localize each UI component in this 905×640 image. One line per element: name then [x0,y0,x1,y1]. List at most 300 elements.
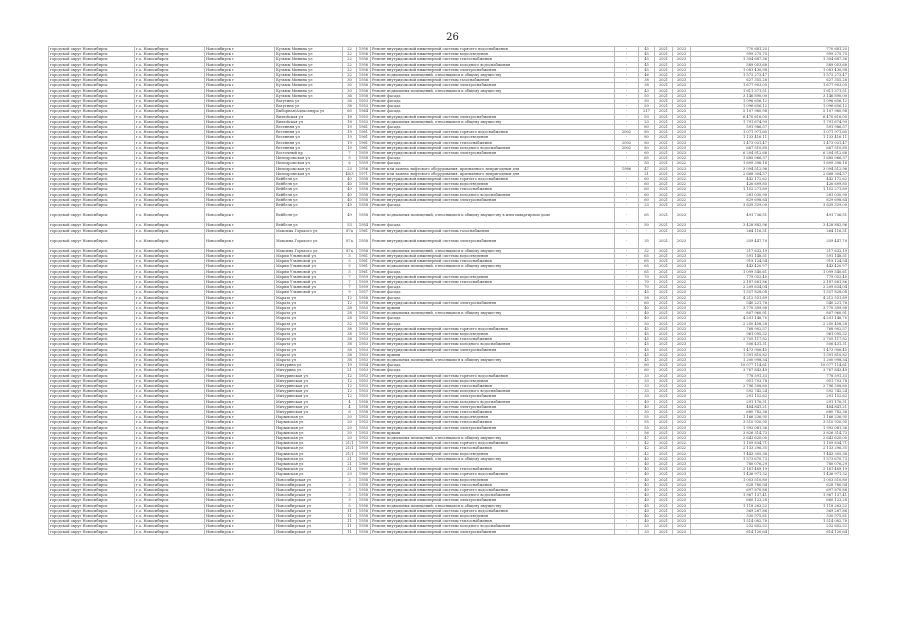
cell-house-number: 21 [343,462,357,467]
cell-cost: 1 677 903,05 [691,83,769,88]
cell-work-type: Ремонт внутридомовой инженерной системы холодного водоснабжения [371,62,615,67]
cell-district: г.о. Новосибирск [135,182,205,187]
cell-wear-percent: 40 [639,508,655,513]
cell-house-number: 22 [343,47,357,52]
cell-house-number: 3 [343,493,357,498]
cell-total-cost: 1 685 966,37 [769,156,849,161]
cell-district: г.о. Новосибирск [135,436,205,441]
cell-district: г.о. Новосибирск [135,467,205,472]
cell-house-number: 40 [343,192,357,197]
cell-municipality: городской округ Новосибирск [49,274,135,279]
cell-house-number: 12 [343,389,357,394]
cell-plan-start-year: 2021 [655,436,673,441]
cell-district: г.о. Новосибирск [135,420,205,425]
cell-cost: 4 212 551,89 [691,295,769,300]
cell-locality: Новосибирск г [205,373,275,378]
cell-work-type: Ремонт подвальных помещений, относящихся к общему имуществу [371,73,615,78]
cell-prev-repair-year: - [615,223,639,228]
cell-house-number: 22 [343,73,357,78]
cell-plan-end-year: 2023 [673,73,691,78]
cell-municipality: городской округ Новосибирск [49,73,135,78]
cell-cost: 1 573 273,47 [691,73,769,78]
cell-plan-start-year: 2021 [655,269,673,274]
cell-prev-repair-year: - [615,161,639,166]
cell-cost: 1 081 430,98 [691,67,769,72]
cell-work-type: Ремонт внутридомовой инженерной системы электроснабжения [371,197,615,202]
cell-total-cost: 3 826 314,73 [769,430,849,435]
cell-district: г.о. Новосибирск [135,83,205,88]
cell-municipality: городской округ Новосибирск [49,456,135,461]
cell-plan-start-year: 2021 [655,352,673,357]
cell-street: Марии Ульяновой ул [275,269,343,274]
cell-locality: Новосибирск г [205,451,275,456]
cell-total-cost: 6 470 616,00 [769,114,849,119]
cell-build-year: 1958 [357,177,371,182]
cell-district: г.о. Новосибирск [135,378,205,383]
cell-prev-repair-year: - [615,326,639,331]
cell-street: Весенняя ул [275,145,343,150]
cell-district: г.о. Новосибирск [135,508,205,513]
cell-municipality: городской округ Новосибирск [49,363,135,368]
cell-district: г.о. Новосибирск [135,352,205,357]
cell-total-cost: 1 133 416,11 [769,135,849,140]
cell-total-cost: 10 077 114,61 [769,363,849,368]
cell-street: Новосибирская ул [275,519,343,524]
cell-cost: 1 109 834,71 [691,441,769,446]
cell-total-cost: 1 992 081,36 [769,425,849,430]
cell-house-number: 28 [343,305,357,310]
cell-cost: 291 152,62 [691,394,769,399]
cell-build-year: 1961 [357,264,371,269]
cell-work-type: Ремонт внутридомовой инженерной системы горячего водоснабжения [371,508,615,513]
cell-wear-percent: 60 [639,182,655,187]
cell-locality: Новосибирск г [205,441,275,446]
cell-total-cost: 1 699 396,18 [769,161,849,166]
cell-municipality: городской округ Новосибирск [49,78,135,83]
cell-work-type: Ремонт внутридомовой инженерной системы теплоснабжения [371,259,615,264]
cell-municipality: городской округ Новосибирск [49,503,135,508]
cell-street: Нарымская ул [275,451,343,456]
cell-cost: 506 431,31 [691,342,769,347]
cell-plan-end-year: 2023 [673,228,691,233]
cell-locality: Новосибирск г [205,498,275,503]
cell-municipality: городской округ Новосибирск [49,187,135,192]
cell-work-type: Ремонт внутридомовой инженерной системы водоотведения [371,514,615,519]
cell-wear-percent: 65 [639,259,655,264]
cell-municipality: городской округ Новосибирск [49,446,135,451]
cell-locality: Новосибирск г [205,161,275,166]
cell-district: г.о. Новосибирск [135,357,205,362]
cell-total-cost: 961 095,32 [769,331,849,336]
cell-plan-end-year: 2023 [673,508,691,513]
cell-plan-end-year: 2023 [673,248,691,253]
cell-build-year: 1958 [357,203,371,208]
cell-build-year: 1953 [357,352,371,357]
cell-locality: Новосибирск г [205,109,275,114]
cell-plan-start-year: 2021 [655,264,673,269]
cell-municipality: городской округ Новосибирск [49,300,135,305]
cell-street: Максима Горького ул [275,248,343,253]
cell-cost: 330 975,61 [691,514,769,519]
cell-plan-end-year: 2023 [673,363,691,368]
cell-cost: 807 960,91 [691,311,769,316]
cell-locality: Новосибирск г [205,524,275,529]
cell-prev-repair-year: - [615,187,639,192]
cell-prev-repair-year: - [615,104,639,109]
cell-house-number: 12 [343,300,357,305]
cell-work-type: Ремонт внутридомовой инженерной системы водоотведения [371,451,615,456]
cell-municipality: городской округ Новосибирск [49,156,135,161]
cell-district: г.о. Новосибирск [135,373,205,378]
cell-build-year: 1958 [357,482,371,487]
cell-build-year: 1959 [357,151,371,156]
cell-work-type: Ремонт фасада [371,104,615,109]
cell-street: Новосибирская ул [275,524,343,529]
cell-prev-repair-year: - [615,368,639,373]
cell-district: г.о. Новосибирск [135,368,205,373]
cell-cost: 591 986,57 [691,125,769,130]
cell-cost: 540 221,76 [691,300,769,305]
cell-street: Марата ул [275,316,343,321]
cell-locality: Новосибирск г [205,171,275,176]
cell-total-cost: 697 870,88 [769,488,849,493]
cell-work-type: Ремонт внутридомовой инженерной системы электроснабжения [371,114,615,119]
cell-plan-end-year: 2023 [673,47,691,52]
cell-municipality: городской округ Новосибирск [49,269,135,274]
cell-build-year: 1956 [357,62,371,67]
cell-work-type: Ремонт или замена лифтового оборудования, признанного непригодным для [371,171,615,176]
cell-cost: 2 705 117,82 [691,337,769,342]
cell-house-number: 40 [343,182,357,187]
cell-prev-repair-year: - [615,373,639,378]
cell-locality: Новосибирск г [205,140,275,145]
cell-build-year: 1960 [357,467,371,472]
cell-prev-repair-year: - [615,467,639,472]
cell-locality: Новосибирск г [205,503,275,508]
cell-plan-end-year: 2022 [673,161,691,166]
cell-cost: 680 782,36 [691,410,769,415]
cell-municipality: городской округ Новосибирск [49,368,135,373]
cell-total-cost: 1 096 656,12 [769,104,849,109]
cell-street: Вейбеля ул [275,197,343,202]
cell-municipality: городской округ Новосибирск [49,321,135,326]
cell-work-type: Ремонт подвальных помещений, относящихся к общему имуществу [371,357,615,362]
cell-house-number: 30 [343,88,357,93]
cell-district: г.о. Новосибирск [135,321,205,326]
cell-locality: Новосибирск г [205,125,275,130]
cell-work-type: Ремонт внутридомовой инженерной системы теплоснабжения [371,279,615,284]
capital-repair-table [48,46,849,535]
cell-locality: Новосибирск г [205,192,275,197]
cell-street: Вейбеля ул [275,177,343,182]
cell-street: Мичуринская ул [275,383,343,388]
page-number: 26 [446,32,459,43]
cell-cost: 3 826 314,73 [691,430,769,435]
cell-district: г.о. Новосибирск [135,451,205,456]
cell-street: Весенняя ул [275,125,343,130]
cell-plan-end-year: 2023 [673,233,691,248]
cell-district: г.о. Новосибирск [135,482,205,487]
cell-house-number: 5 [343,503,357,508]
cell-district: г.о. Новосибирск [135,99,205,104]
cell-street: Марата ул [275,326,343,331]
cell-cost: 627 355,28 [691,78,769,83]
cell-plan-end-year: 2023 [673,114,691,119]
cell-plan-end-year: 2023 [673,389,691,394]
cell-locality: Новосибирск г [205,389,275,394]
cell-total-cost: 591 986,57 [769,125,849,130]
cell-cost: 3 510 920,95 [691,420,769,425]
cell-work-type: Ремонт внутридомовой инженерной системы водоотведения [371,477,615,482]
cell-district: г.о. Новосибирск [135,477,205,482]
cell-municipality: городской округ Новосибирск [49,264,135,269]
cell-locality: Новосибирск г [205,233,275,248]
cell-work-type: Ремонт фасада [371,316,615,321]
cell-house-number: 23 [343,472,357,477]
cell-total-cost: 1 109 834,71 [769,441,849,446]
cell-plan-start-year: 2021 [655,477,673,482]
cell-house-number: 21 [343,456,357,461]
cell-street: Марата ул [275,357,343,362]
cell-municipality: городской округ Новосибирск [49,389,135,394]
cell-cost: 2 187 661,86 [691,279,769,284]
cell-municipality: городской округ Новосибирск [49,233,135,248]
cell-district: г.о. Новосибирск [135,316,205,321]
cell-work-type: Ремонт фасада [371,321,615,326]
cell-locality: Новосибирск г [205,519,275,524]
cell-wear-percent: 33 [639,529,655,534]
cell-prev-repair-year: - [615,57,639,62]
cell-plan-end-year: 2023 [673,264,691,269]
cell-district: г.о. Новосибирск [135,253,205,258]
cell-municipality: городской округ Новосибирск [49,88,135,93]
cell-locality: Новосибирск г [205,253,275,258]
cell-locality: Новосибирск г [205,493,275,498]
cell-street: Нарымская ул [275,430,343,435]
cell-locality: Новосибирск г [205,472,275,477]
cell-locality: Новосибирск г [205,446,275,451]
cell-total-cost: 4 212 551,89 [769,295,849,300]
cell-plan-start-year: 2021 [655,125,673,130]
cell-build-year: 1956 [357,47,371,52]
cell-build-year: 1953 [357,425,371,430]
cell-municipality: городской округ Новосибирск [49,52,135,57]
cell-street: Вейбеля ул [275,203,343,208]
cell-plan-end-year: 2023 [673,78,691,83]
cell-plan-start-year: 2021 [655,151,673,156]
cell-plan-end-year: 2023 [673,269,691,274]
cell-district: г.о. Новосибирск [135,264,205,269]
cell-plan-end-year: 2022 [673,279,691,284]
cell-municipality: городской округ Новосибирск [49,462,135,467]
cell-wear-percent: 33 [639,389,655,394]
cell-locality: Новосибирск г [205,316,275,321]
cell-district: г.о. Новосибирск [135,305,205,310]
cell-plan-end-year: 2023 [673,394,691,399]
cell-locality: Новосибирск г [205,295,275,300]
cell-locality: Новосибирск г [205,326,275,331]
cell-plan-end-year: 2023 [673,316,691,321]
cell-house-number: 38 [343,337,357,342]
cell-locality: Новосибирск г [205,488,275,493]
cell-wear-percent: 50 [639,321,655,326]
cell-locality: Новосибирск г [205,357,275,362]
cell-work-type: Ремонт фасада [371,368,615,373]
cell-plan-end-year: 2023 [673,488,691,493]
cell-street: Вейбеля ул [275,182,343,187]
cell-wear-percent: 45 [639,62,655,67]
cell-work-type: Ремонт внутридомовой инженерной системы теплоснабжения [371,467,615,472]
cell-district: г.о. Новосибирск [135,269,205,274]
cell-district: г.о. Новосибирск [135,415,205,420]
cell-district: г.о. Новосибирск [135,404,205,409]
cell-municipality: городской округ Новосибирск [49,498,135,503]
cell-total-cost: 1 118 263,52 [769,503,849,508]
cell-locality: Новосибирск г [205,420,275,425]
cell-street: Вилюйская ул [275,114,343,119]
cell-house-number: 38 [343,347,357,352]
cell-house-number: 19 [343,130,357,135]
cell-locality: Новосибирск г [205,311,275,316]
cell-total-cost: 919 124,54 [769,259,849,264]
cell-municipality: городской округ Новосибирск [49,109,135,114]
cell-locality: Новосибирск г [205,259,275,264]
cell-work-type: Ремонт крыши [371,430,615,435]
cell-house-number: 9 [343,290,357,295]
cell-district: г.о. Новосибирск [135,109,205,114]
cell-plan-start-year: 2021 [655,519,673,524]
cell-build-year: 1961 [357,125,371,130]
cell-district: г.о. Новосибирск [135,203,205,208]
cell-cost: 591 148,51 [691,253,769,258]
cell-plan-start-year: 2021 [655,228,673,233]
cell-plan-end-year: 2023 [673,305,691,310]
cell-cost: 628 780,94 [691,482,769,487]
cell-build-year: 1953 [357,316,371,321]
cell-municipality: городской округ Новосибирск [49,529,135,534]
cell-plan-start-year: 2021 [655,524,673,529]
cell-house-number: 40/3 [343,171,357,176]
cell-build-year: 1956 [357,88,371,93]
cell-municipality: городской округ Новосибирск [49,357,135,362]
cell-house-number: 19 [343,125,357,130]
cell-locality: Новосибирск г [205,514,275,519]
cell-prev-repair-year: - [615,182,639,187]
cell-house-number: 40 [343,177,357,182]
cell-plan-end-year: 2023 [673,99,691,104]
cell-wear-percent: 50 [639,93,655,98]
cell-street: Мичуринская ул [275,394,343,399]
cell-build-year: 1956 [357,67,371,72]
cell-plan-end-year: 2023 [673,145,691,150]
cell-plan-start-year: 2021 [655,114,673,119]
cell-municipality: городской округ Новосибирск [49,378,135,383]
cell-street: Нарымская ул [275,425,343,430]
cell-municipality: городской округ Новосибирск [49,373,135,378]
cell-cost: 3 770 309,98 [691,305,769,310]
cell-house-number: 5 [343,253,357,258]
table-body [49,47,849,535]
cell-municipality: городской округ Новосибирск [49,135,135,140]
cell-wear-percent: 33 [639,378,655,383]
cell-municipality: городской округ Новосибирск [49,295,135,300]
cell-house-number: 22 [343,57,357,62]
cell-street: Марата ул [275,331,343,336]
cell-prev-repair-year: - [615,208,639,223]
cell-wear-percent: 60 [639,363,655,368]
cell-prev-repair-year: 2002 [615,145,639,150]
cell-street: Нарымская ул [275,467,343,472]
cell-plan-start-year: 2021 [655,223,673,228]
cell-cost: 1 354 687,36 [691,57,769,62]
cell-plan-start-year: 2021 [655,514,673,519]
cell-build-year: 1953 [357,394,371,399]
cell-cost: 2 250 458,28 [691,321,769,326]
cell-municipality: городской округ Новосибирск [49,404,135,409]
cell-house-number: 7 [343,285,357,290]
cell-district: г.о. Новосибирск [135,383,205,388]
cell-district: г.о. Новосибирск [135,279,205,284]
cell-plan-start-year: 2021 [655,529,673,534]
cell-total-cost: 2 133 296,35 [769,446,849,451]
cell-house-number: 21/1 [343,451,357,456]
cell-cost: 951 703,78 [691,378,769,383]
cell-work-type: Ремонт внутридомовой инженерной системы холодного водоснабжения [371,145,615,150]
cell-work-type: Ремонт внутридомовой инженерной системы электроснабжения [371,67,615,72]
cell-locality: Новосибирск г [205,378,275,383]
cell-street: Нарымская ул [275,456,343,461]
cell-street: Мичуринская ул [275,410,343,415]
cell-locality: Новосибирск г [205,47,275,52]
cell-total-cost: 768 902,57 [769,326,849,331]
cell-plan-start-year: 2021 [655,203,673,208]
cell-prev-repair-year: - [615,389,639,394]
cell-build-year: 1953 [357,99,371,104]
cell-prev-repair-year: - [615,311,639,316]
cell-wear-percent: 45 [639,67,655,72]
cell-work-type: Ремонт внутридомовой инженерной системы холодного водоснабжения [371,342,615,347]
cell-district: г.о. Новосибирск [135,73,205,78]
cell-total-cost: 1 791 674,99 [769,119,849,124]
cell-build-year: 1953 [357,415,371,420]
cell-build-year: 1961 [357,145,371,150]
cell-house-number: 87а [343,248,357,253]
cell-work-type: Ремонт внутридомовой инженерной системы горячего водоснабжения [371,326,615,331]
cell-total-cost: 369 287,86 [769,508,849,513]
cell-total-cost: 660 123,28 [769,498,849,503]
cell-house-number: 12 [343,373,357,378]
cell-work-type: Ремонт подвальных помещений, относящихся к общему имуществу [371,456,615,461]
cell-wear-percent: 40 [639,472,655,477]
cell-wear-percent: 80 [639,145,655,150]
cell-street: Марии Ульяновой ул [275,290,343,295]
cell-locality: Новосибирск г [205,337,275,342]
cell-prev-repair-year: - [615,269,639,274]
cell-street: Марата ул [275,342,343,347]
cell-wear-percent: 217 [639,109,655,114]
cell-work-type: Ремонт или замена лифтового оборудования, признанного непригодным для [371,166,615,171]
cell-plan-start-year: 2021 [655,156,673,161]
cell-prev-repair-year: - [615,441,639,446]
cell-district: г.о. Новосибирск [135,140,205,145]
cell-work-type: Ремонт внутридомовой инженерной системы электроснабжения [371,529,615,534]
cell-wear-percent: 45 [639,347,655,352]
cell-municipality: городской округ Новосибирск [49,93,135,98]
cell-locality: Новосибирск г [205,508,275,513]
cell-cost: 1 071 971,60 [691,130,769,135]
cell-house-number: 3 [343,477,357,482]
cell-plan-end-year: 2023 [673,290,691,295]
